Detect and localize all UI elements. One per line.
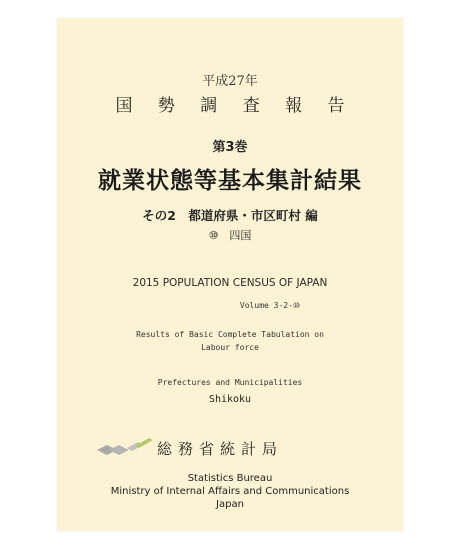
prefectures-label-en: Prefectures and Municipalities: [157, 378, 303, 387]
report-cover: [57, 18, 403, 531]
country-name-en: Japan: [216, 499, 244, 510]
results-title-en: Results of Basic Complete Tabulation on: [136, 330, 324, 339]
census-title-en: 2015 POPULATION CENSUS OF JAPAN: [132, 277, 328, 289]
volume-number-jp: 第3巻: [212, 140, 248, 155]
region-en: Shikoku: [208, 394, 252, 405]
volume-number-en: Volume 3-2-⑩: [239, 301, 301, 310]
region-jp: ⑩ 四国: [208, 229, 252, 242]
era-year: 平成27年: [202, 74, 258, 89]
report-type: 国 勢 調 査 報 告: [115, 96, 355, 116]
main-title: 就業状態等基本集計結果: [98, 168, 362, 194]
labour-title-en: Labour force: [201, 343, 259, 352]
ministry-name-en: Ministry of Internal Affairs and Communications: [110, 486, 350, 497]
subtitle: その2 都道府県・市区町村 編: [142, 208, 318, 223]
agency-name-jp: 総務省統計局: [157, 440, 284, 458]
bureau-name-en: Statistics Bureau: [187, 473, 273, 484]
statistics-bureau-logo-icon: [97, 436, 153, 458]
